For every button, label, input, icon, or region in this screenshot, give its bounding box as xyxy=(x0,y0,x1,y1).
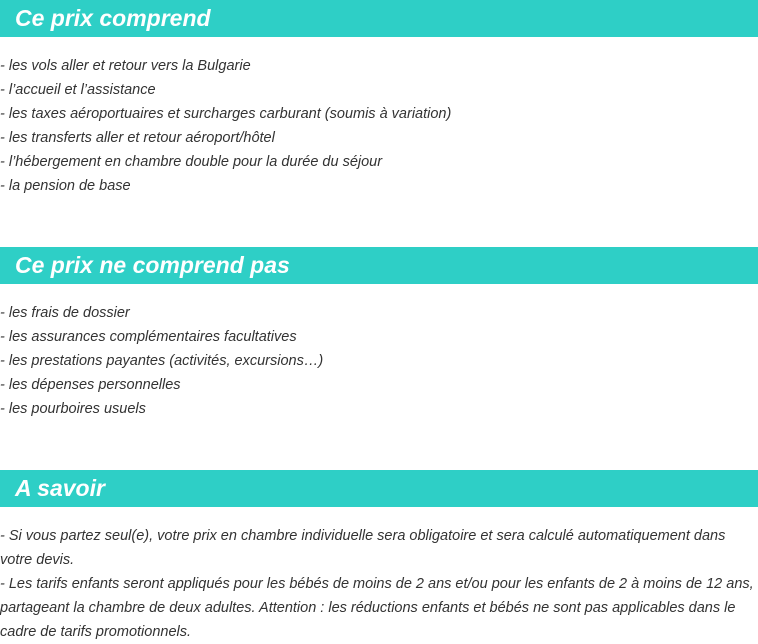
list-item: - les prestations payantes (activités, excursions…) xyxy=(0,353,324,369)
info-section-title: A savoir xyxy=(15,475,105,501)
list-item: - les transferts aller et retour aéroport/hôtel xyxy=(0,130,275,146)
included-list xyxy=(0,54,758,198)
list-item: - les taxes aéroportuaires et surcharges carburant (soumis à variation) xyxy=(0,106,452,122)
included-section-title: Ce prix comprend xyxy=(15,5,211,31)
list-item: - l’hébergement en chambre double pour la durée du séjour xyxy=(0,154,383,170)
included-section-header xyxy=(0,0,758,37)
info-notes xyxy=(0,524,756,644)
info-paragraph: - Si vous partez seul(e), votre prix en chambre individuelle sera obligatoire et sera calculé automatiquement dans votre devis. xyxy=(0,528,726,568)
excluded-list xyxy=(0,301,758,421)
list-item: - les frais de dossier xyxy=(0,305,130,321)
excluded-section-header xyxy=(0,247,758,284)
info-paragraph: - Les tarifs enfants seront appliqués pour les bébés de moins de 2 ans et/ou pour les enfants de 2 à moins de 12 ans, partageant la chambre de deux adultes. Attention : les réductions enfants et bébés ne sont pas applicables dans le cadre de tarifs promotionnels. xyxy=(0,576,754,640)
list-item: - la pension de base xyxy=(0,178,131,194)
list-item: - les dépenses personnelles xyxy=(0,377,181,393)
list-item: - l’accueil et l’assistance xyxy=(0,82,156,98)
list-item: - les vols aller et retour vers la Bulgarie xyxy=(0,58,251,74)
info-section-header xyxy=(0,470,758,507)
excluded-section-title: Ce prix ne comprend pas xyxy=(15,252,290,278)
list-item: - les assurances complémentaires facultatives xyxy=(0,329,297,345)
list-item: - les pourboires usuels xyxy=(0,401,146,417)
